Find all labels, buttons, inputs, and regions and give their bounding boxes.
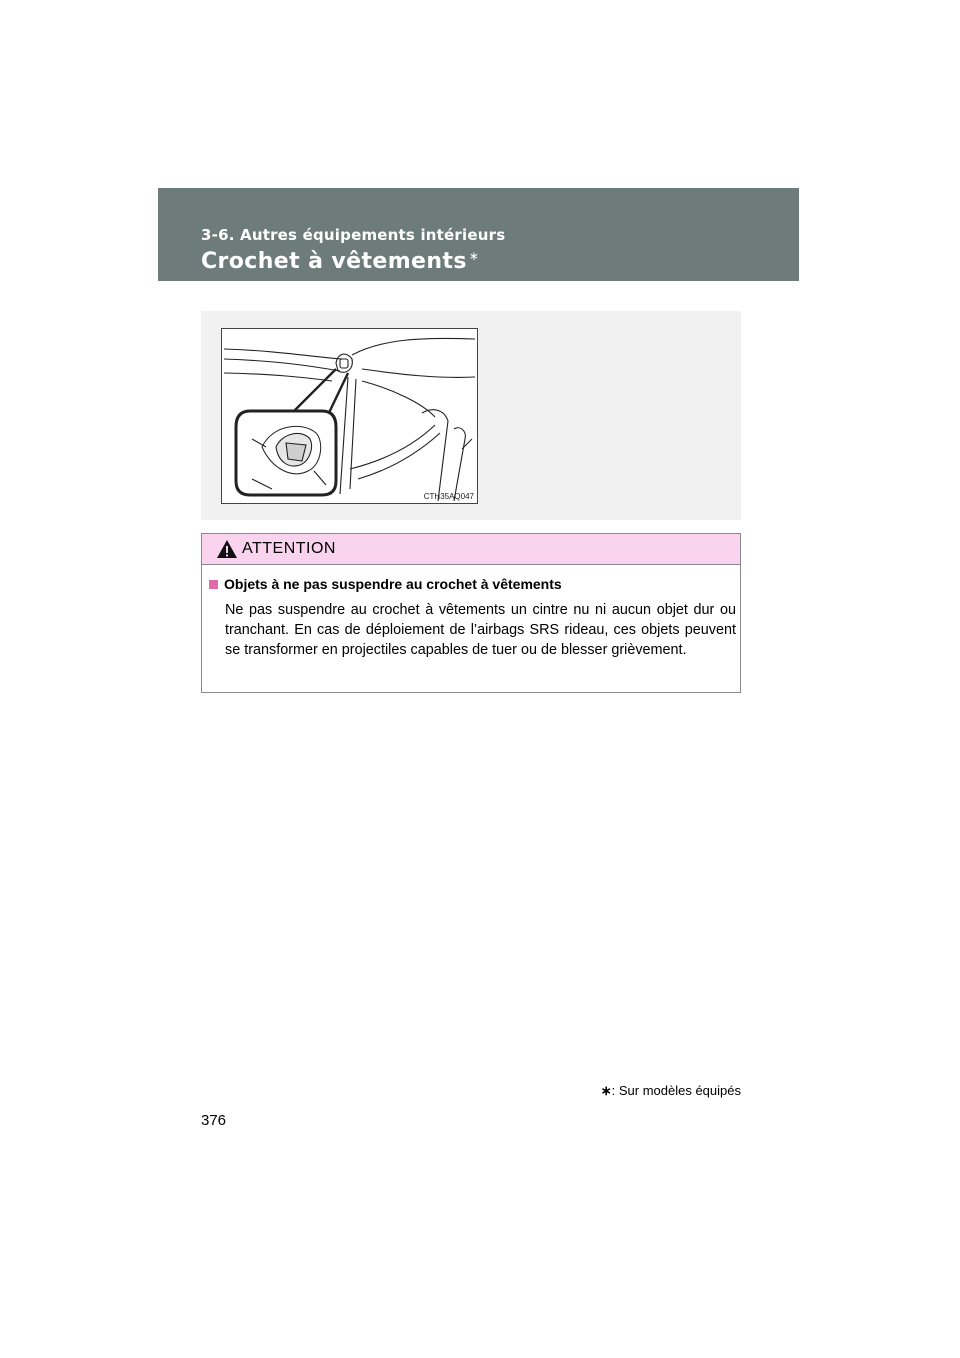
warning-triangle-icon xyxy=(216,539,238,559)
illustration-frame xyxy=(221,328,478,504)
title-asterisk: ∗ xyxy=(468,249,480,263)
page-number: 376 xyxy=(201,1112,227,1129)
page-title xyxy=(201,249,479,274)
footnote-text: : Sur modèles équipés xyxy=(611,1083,741,1098)
coat-hook-illustration xyxy=(222,329,477,503)
warning-box xyxy=(201,533,741,693)
section-label: 3-6. Autres équipements intérieurs xyxy=(201,226,506,244)
warning-header xyxy=(202,534,740,565)
warning-body-text: Ne pas suspendre au crochet à vêtements un cintre nu ni aucun objet dur ou tranchant. En cas de déploiement de l’airbags SRS rideau, ces objets peuvent se transformer en projectiles capables de tuer ou de blesser grièvement. xyxy=(225,602,736,658)
footnote xyxy=(601,1083,741,1099)
warning-heading xyxy=(209,576,562,592)
footnote-asterisk: ∗ xyxy=(600,1083,612,1098)
page-title-text: Crochet à vêtements xyxy=(201,249,467,274)
bullet-square-icon xyxy=(209,580,218,589)
warning-title: ATTENTION xyxy=(242,540,336,557)
warning-heading-text: Objets à ne pas suspendre au crochet à vêtements xyxy=(224,576,562,592)
figure-code: CTH35AQ047 xyxy=(423,492,474,501)
